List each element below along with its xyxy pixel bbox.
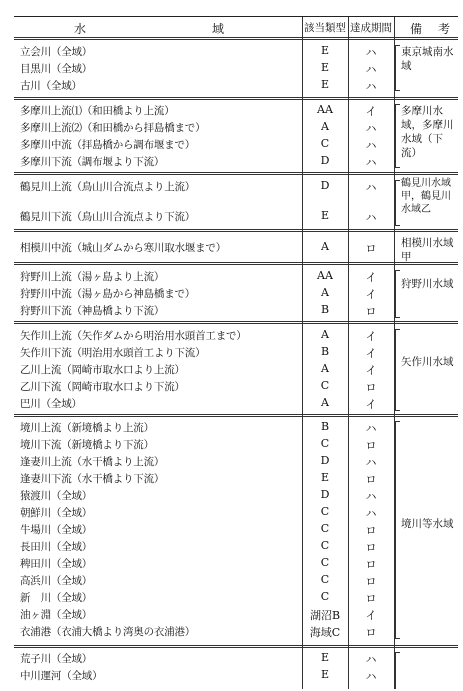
period-value: イ	[365, 347, 377, 360]
period-value: ハ	[365, 653, 377, 666]
period-value: ロ	[365, 381, 377, 394]
type-value: B	[320, 345, 330, 358]
water-area-name: 狩野川中流（湯ヶ島から神島橋まで）	[20, 288, 196, 300]
group-rule	[14, 172, 458, 175]
bracket	[395, 45, 400, 91]
period-value: ハ	[365, 507, 377, 520]
period-value: ロ	[365, 541, 377, 554]
period-value: ハ	[365, 181, 377, 194]
type-value: A	[321, 286, 329, 299]
water-area-name: 荒子川（全域）	[20, 653, 93, 665]
water-area-name: 逢妻川上流（水干橋より上流）	[20, 456, 165, 468]
period-value: ロ	[365, 305, 377, 318]
water-area-name: 矢作川上流（矢作ダムから明治用水頭首工まで）	[20, 330, 247, 342]
group-rule	[14, 321, 458, 324]
water-area-name: 多摩川上流⑵（和田橋から拝島橋まで）	[20, 122, 206, 134]
period-value: ハ	[365, 670, 377, 683]
water-area-name: 目黒川（全域）	[20, 63, 93, 75]
period-value: ロ	[365, 524, 377, 537]
water-area-name: 巴川（全域）	[20, 398, 82, 410]
period-value: ハ	[365, 156, 377, 169]
type-value: A	[321, 362, 329, 375]
period-value: ハ	[365, 211, 377, 224]
water-area-name: 新 川（全域）	[20, 592, 93, 604]
period-value: イ	[365, 288, 377, 301]
type-value: C	[320, 379, 330, 392]
header-type: 該当類型	[304, 22, 346, 34]
type-value: E	[320, 44, 330, 57]
type-value: C	[320, 505, 330, 518]
type-value: B	[320, 303, 330, 316]
water-area-name: 多摩川上流⑴（和田橋より上流）	[20, 105, 175, 117]
water-area-name: 稗田川（全域）	[20, 558, 93, 570]
type-value: 湖沼B	[309, 609, 341, 622]
group-rule	[14, 262, 458, 265]
type-value: C	[320, 137, 330, 150]
remark-text: 多摩川水域，多摩川水域（下流）	[401, 105, 454, 159]
water-area-name: 衣浦港（衣浦大橋より湾奥の衣浦港）	[20, 626, 196, 638]
header-period: 達成期間	[350, 22, 392, 34]
water-area-name: 鶴見川下流（鳥山川合流点より下流）	[20, 211, 196, 223]
type-value: C	[320, 437, 330, 450]
period-value: ハ	[365, 139, 377, 152]
type-value: E	[320, 209, 330, 222]
bracket	[395, 104, 400, 168]
water-area-name: 中川運河（全域）	[20, 670, 103, 682]
period-value: イ	[365, 105, 377, 118]
type-value: D	[320, 179, 330, 192]
period-value: イ	[365, 330, 377, 343]
water-area-name: 多摩川中流（拝島橋から調布堰まで）	[20, 139, 196, 151]
bracket	[395, 421, 400, 639]
type-value: A	[321, 328, 329, 341]
period-value: ロ	[365, 242, 377, 255]
period-value: ロ	[365, 473, 377, 486]
type-value: AA	[317, 269, 333, 282]
period-value: ロ	[365, 626, 377, 639]
group-rule	[14, 414, 458, 417]
water-quality-table	[14, 16, 458, 689]
group-rule	[14, 97, 458, 100]
bracket	[395, 180, 400, 226]
remark-text: 相模川水域甲	[401, 237, 454, 263]
water-area-name: 狩野川上流（湯ヶ島より上流）	[20, 271, 165, 283]
period-value: ハ	[365, 46, 377, 59]
period-value: ロ	[365, 592, 377, 605]
remark-text: 鶴見川水域甲，鶴見川水域乙	[401, 178, 451, 215]
period-value: イ	[365, 364, 377, 377]
bracket	[395, 329, 400, 411]
bracket	[395, 652, 400, 689]
period-value: ロ	[365, 439, 377, 452]
type-value: A	[321, 240, 329, 253]
remark-text: 東京城南水域	[401, 46, 454, 72]
type-value: C	[320, 539, 330, 552]
period-value: ハ	[365, 63, 377, 76]
type-value: C	[320, 573, 330, 586]
bracket	[395, 270, 400, 318]
type-value: A	[321, 396, 329, 409]
water-area-name: 油ヶ淵（全域）	[20, 609, 93, 621]
water-area-name: 逢妻川下流（水干橋より下流）	[20, 473, 165, 485]
group-rule	[14, 229, 458, 232]
type-value: D	[320, 154, 330, 167]
type-value: E	[320, 61, 330, 74]
period-value: イ	[365, 609, 377, 622]
period-value: イ	[365, 271, 377, 284]
water-area-name: 古川（全域）	[20, 80, 82, 92]
group-rule	[14, 645, 458, 648]
period-value: ハ	[365, 456, 377, 469]
period-value: イ	[365, 398, 377, 411]
type-value: 海域C	[309, 626, 341, 639]
period-value: ハ	[365, 80, 377, 93]
water-area-name: 乙川下流（岡崎市取水口より下流）	[20, 381, 185, 393]
water-area-name: 狩野川下流（神島橋より下流）	[20, 305, 165, 317]
water-area-name: 境川下流（新境橋より下流）	[20, 439, 154, 451]
type-value: E	[320, 651, 330, 664]
remark-text: 矢作川水域	[401, 356, 454, 368]
water-area-name: 鶴見川上流（鳥山川合流点より上流）	[20, 181, 196, 193]
type-value: E	[320, 78, 330, 91]
water-area-name: 牛場川（全域）	[20, 524, 93, 536]
water-area-name: 境川上流（新境橋より上流）	[20, 422, 154, 434]
water-area-name: 猿渡川（全域）	[20, 490, 93, 502]
header-remarks: 考	[438, 22, 451, 36]
water-area-name: 相模川中流（城山ダムから寒川取水堰まで）	[20, 242, 226, 254]
type-value: C	[320, 522, 330, 535]
remark-text: 境川等水域	[401, 518, 454, 530]
period-value: ハ	[365, 122, 377, 135]
period-value: ハ	[365, 422, 377, 435]
type-value: C	[320, 556, 330, 569]
period-value: ハ	[365, 490, 377, 503]
water-area-name: 乙川上流（岡崎市取水口より上流）	[20, 364, 185, 376]
type-value: D	[320, 454, 330, 467]
type-value: AA	[317, 103, 333, 116]
type-value: D	[320, 488, 330, 501]
water-area-name: 多摩川下流（調布堰より下流）	[20, 156, 165, 168]
water-area-name: 朝鮮川（全域）	[20, 507, 93, 519]
remark-text: 狩野川水域	[401, 278, 454, 290]
type-value: E	[320, 471, 330, 484]
type-value: C	[320, 590, 330, 603]
water-area-name: 矢作川下流（明治用水頭首工より下流）	[20, 347, 206, 359]
water-area-name: 高浜川（全域）	[20, 575, 93, 587]
type-value: A	[321, 120, 329, 133]
water-area-name: 長田川（全域）	[20, 541, 93, 553]
header-rule	[14, 37, 458, 40]
water-area-name: 立会川（全域）	[20, 46, 93, 58]
period-value: ロ	[365, 558, 377, 571]
header-water-area: 域	[212, 22, 225, 36]
header-water-area: 水	[74, 22, 87, 36]
type-value: B	[320, 420, 330, 433]
period-value: ロ	[365, 575, 377, 588]
type-value: E	[320, 668, 330, 681]
header-remarks: 備	[410, 22, 423, 36]
